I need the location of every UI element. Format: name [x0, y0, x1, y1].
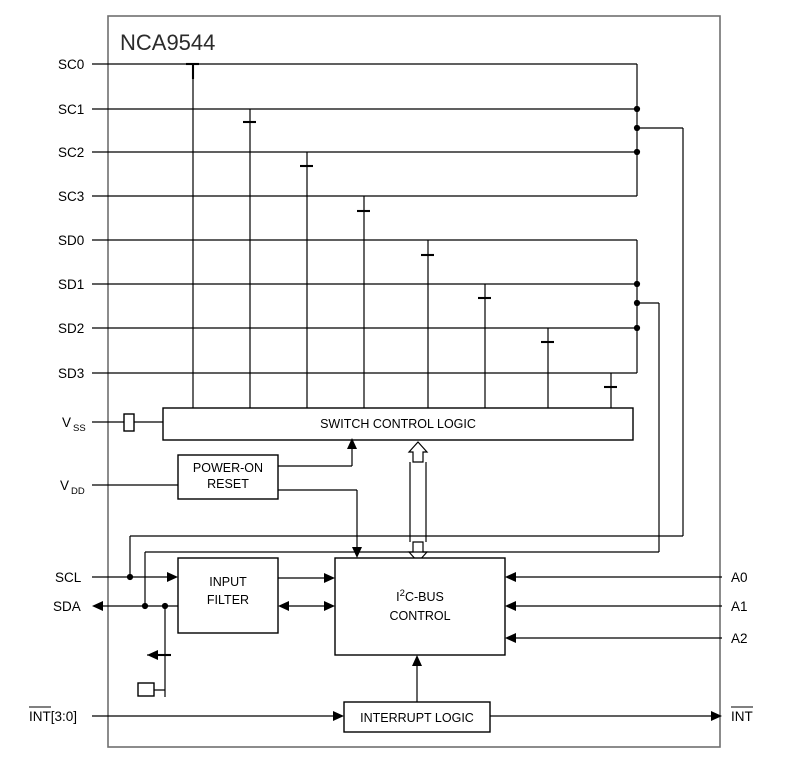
pin-label-vss-subscript: SS — [73, 423, 86, 434]
pin-label-vdd-subscript: DD — [71, 486, 85, 497]
pin-label-int: INT — [731, 709, 753, 724]
pin-label-sd1: SD1 — [58, 277, 85, 292]
diagram-title: NCA9544 — [120, 30, 216, 55]
pin-label-a0: A0 — [731, 570, 748, 585]
block-label-switch-control-logic: SWITCH CONTROL LOGIC — [320, 417, 476, 431]
block-label-i2c-line2: CONTROL — [389, 609, 451, 623]
pin-label-sd2: SD2 — [58, 321, 85, 336]
block-i2c-bus-control — [335, 558, 505, 655]
pin-label-sd0: SD0 — [58, 233, 85, 248]
block-label-power-on-reset-line2: RESET — [207, 477, 249, 491]
pin-label-sda: SDA — [53, 599, 81, 614]
pin-label-sd3: SD3 — [58, 366, 85, 381]
block-label-i2c-line1: $I^2C$-BUS — [396, 588, 444, 604]
pin-label-int-3-0: INT[3:0] — [29, 709, 78, 724]
pin-label-sc1: SC1 — [58, 102, 85, 117]
pin-label-a1: A1 — [731, 599, 748, 614]
pin-label-sc0: SC0 — [58, 57, 85, 72]
block-label-power-on-reset-line1: POWER-ON — [192, 461, 264, 475]
pin-label-a2: A2 — [731, 631, 748, 646]
pin-label-scl: SCL — [55, 570, 82, 585]
pin-label-vss: V — [62, 415, 72, 430]
block-label-input-filter-line2: FILTER — [206, 593, 250, 607]
pin-label-sc2: SC2 — [58, 145, 85, 160]
pin-label-sc3: SC3 — [58, 189, 85, 204]
block-label-input-filter-line1: INPUT — [209, 575, 247, 589]
block-label-interrupt-logic: INTERRUPT LOGIC — [360, 711, 474, 725]
pin-label-vdd: V — [60, 478, 70, 493]
